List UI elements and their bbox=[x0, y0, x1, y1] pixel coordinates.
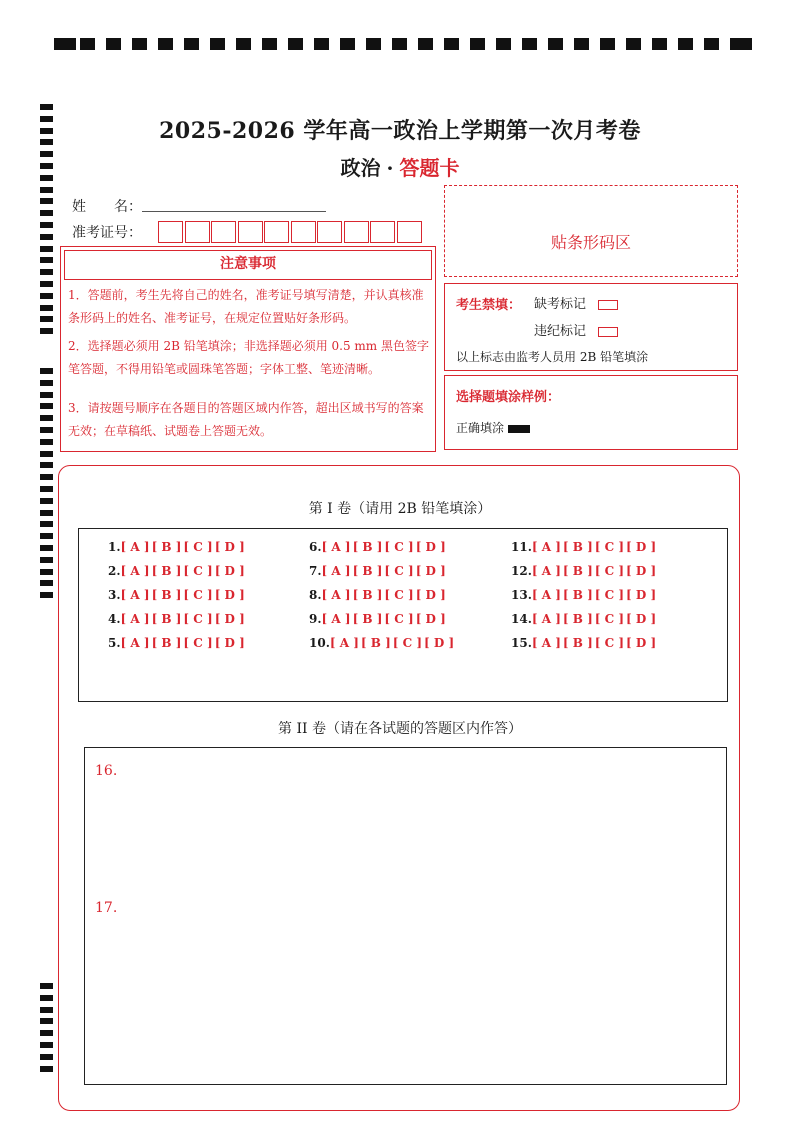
question-number: 14. bbox=[511, 612, 532, 626]
side-timing-mark bbox=[40, 451, 53, 457]
id-label: 准考证号： bbox=[72, 225, 142, 241]
question-number: 9. bbox=[309, 612, 322, 626]
answer-option-bubble[interactable]: [ A ] bbox=[531, 636, 561, 650]
answer-option-bubble[interactable]: [ B ] bbox=[352, 588, 383, 602]
question-number: 6. bbox=[309, 540, 322, 554]
violation-mark-box[interactable] bbox=[598, 327, 618, 337]
side-timing-mark bbox=[40, 995, 53, 1001]
id-digit-box[interactable] bbox=[370, 221, 395, 243]
side-timing-mark bbox=[40, 533, 53, 539]
answer-option-bubble[interactable]: [ B ] bbox=[151, 588, 182, 602]
part1-title: 第 I 卷（请用 2B 铅笔填涂） bbox=[308, 501, 492, 517]
answer-option-bubble[interactable]: [ B ] bbox=[352, 612, 383, 626]
answer-option-bubble[interactable]: [ A ] bbox=[531, 612, 561, 626]
id-digit-box[interactable] bbox=[264, 221, 289, 243]
side-timing-mark bbox=[40, 569, 53, 575]
side-timing-mark bbox=[40, 439, 53, 445]
id-digit-box[interactable] bbox=[185, 221, 210, 243]
notice-item-3: 3．请按题号顺序在各题目的答题区域内作答，超出区域书写的答案无效；在草稿纸、试题卷上答题无效。 bbox=[68, 401, 424, 438]
answer-option-bubble[interactable]: [ C ] bbox=[183, 636, 213, 650]
side-timing-mark bbox=[40, 392, 53, 398]
side-timing-mark bbox=[40, 104, 53, 110]
choice-question-row bbox=[309, 588, 448, 602]
side-timing-mark bbox=[40, 521, 53, 527]
side-timing-mark bbox=[40, 380, 53, 386]
violation-mark-row bbox=[534, 320, 618, 339]
question-number: 8. bbox=[309, 588, 322, 602]
choice-question-row bbox=[511, 636, 658, 650]
name-input-line[interactable] bbox=[142, 211, 326, 212]
answer-option-bubble[interactable]: [ A ] bbox=[321, 612, 351, 626]
side-timing-mark bbox=[40, 187, 53, 193]
answer-option-bubble[interactable]: [ C ] bbox=[392, 636, 423, 650]
answer-option-bubble[interactable]: [ D ] bbox=[626, 636, 657, 650]
side-timing-mark bbox=[40, 198, 53, 204]
choice-question-row bbox=[309, 612, 448, 626]
timing-mark bbox=[314, 38, 329, 50]
answer-option-bubble[interactable]: [ B ] bbox=[352, 564, 383, 578]
answer-option-bubble[interactable]: [ C ] bbox=[594, 540, 625, 554]
answer-option-bubble[interactable]: [ B ] bbox=[360, 636, 391, 650]
answer-option-bubble[interactable]: [ A ] bbox=[321, 588, 351, 602]
choice-question-row bbox=[511, 612, 658, 626]
answer-option-bubble[interactable]: [ B ] bbox=[562, 564, 593, 578]
id-digit-box[interactable] bbox=[317, 221, 342, 243]
choice-question-row bbox=[108, 540, 247, 554]
answer-option-bubble[interactable]: [ C ] bbox=[183, 588, 213, 602]
timing-mark bbox=[678, 38, 693, 50]
side-timing-mark bbox=[40, 557, 53, 563]
forbidden-label: 考生禁填： bbox=[456, 298, 522, 313]
side-timing-mark bbox=[40, 1054, 53, 1060]
question-number: 5. bbox=[108, 636, 121, 650]
absent-mark-row bbox=[534, 293, 618, 312]
timing-mark bbox=[106, 38, 121, 50]
part2-title: 第 II 卷（请在各试题的答题区内作答） bbox=[278, 721, 522, 737]
timing-mark bbox=[522, 38, 537, 50]
question-number: 13. bbox=[511, 588, 532, 602]
answer-option-bubble[interactable]: [ B ] bbox=[352, 540, 383, 554]
answer-option-bubble[interactable]: [ D ] bbox=[214, 540, 245, 554]
answer-option-bubble[interactable]: [ A ] bbox=[120, 564, 150, 578]
side-timing-mark bbox=[40, 281, 53, 287]
timing-mark bbox=[288, 38, 303, 50]
choice-question-row bbox=[511, 564, 658, 578]
answer-option-bubble[interactable]: [ B ] bbox=[562, 588, 593, 602]
timing-mark bbox=[496, 38, 511, 50]
timing-mark bbox=[340, 38, 355, 50]
timing-mark bbox=[730, 38, 752, 50]
answer-option-bubble[interactable]: [ C ] bbox=[384, 588, 414, 602]
side-timing-mark bbox=[40, 1007, 53, 1013]
filled-sample-icon bbox=[508, 425, 530, 433]
barcode-label: 贴条形码区 bbox=[550, 233, 631, 252]
side-timing-mark bbox=[40, 403, 53, 409]
side-timing-mark bbox=[40, 427, 53, 433]
question-number: 3. bbox=[108, 588, 121, 602]
answer-option-bubble[interactable]: [ C ] bbox=[183, 540, 213, 554]
answer-option-bubble[interactable]: [ A ] bbox=[120, 588, 150, 602]
forbidden-note: 以上标志由监考人员用 2B 铅笔填涂 bbox=[456, 350, 649, 364]
side-timing-mark bbox=[40, 580, 53, 586]
side-timing-mark bbox=[40, 269, 53, 275]
answer-option-bubble[interactable]: [ B ] bbox=[562, 540, 593, 554]
choice-question-row bbox=[309, 564, 448, 578]
answer-option-bubble[interactable]: [ A ] bbox=[321, 564, 351, 578]
answer-option-bubble[interactable]: [ C ] bbox=[183, 612, 213, 626]
side-timing-mark bbox=[40, 246, 53, 252]
side-timing-mark bbox=[40, 486, 53, 492]
barcode-area bbox=[444, 185, 738, 277]
answer-option-bubble[interactable]: [ B ] bbox=[562, 636, 593, 650]
side-timing-mark bbox=[40, 462, 53, 468]
id-digit-box[interactable] bbox=[211, 221, 236, 243]
timing-mark bbox=[652, 38, 667, 50]
id-digit-box[interactable] bbox=[344, 221, 369, 243]
answer-option-bubble[interactable]: [ B ] bbox=[151, 564, 182, 578]
timing-mark bbox=[418, 38, 433, 50]
question-number: 1. bbox=[108, 540, 121, 554]
choice-question-row bbox=[309, 636, 456, 650]
answer-option-bubble[interactable]: [ C ] bbox=[183, 564, 213, 578]
side-timing-mark bbox=[40, 210, 53, 216]
id-digit-box[interactable] bbox=[291, 221, 316, 243]
timing-mark bbox=[158, 38, 173, 50]
timing-mark bbox=[704, 38, 719, 50]
violation-label: 违纪标记 bbox=[534, 324, 587, 339]
timing-mark bbox=[210, 38, 225, 50]
answer-option-bubble[interactable]: [ D ] bbox=[626, 564, 657, 578]
answer-option-bubble[interactable]: [ D ] bbox=[214, 588, 245, 602]
choice-question-row bbox=[108, 564, 247, 578]
exam-title: 2025-2026 学年高一政治上学期第一次月考卷 bbox=[159, 118, 641, 144]
question-number: 11. bbox=[511, 540, 532, 554]
sample-title: 选择题填涂样例： bbox=[456, 390, 561, 405]
absent-label: 缺考标记 bbox=[534, 297, 587, 312]
choice-question-row bbox=[511, 540, 658, 554]
answer-option-bubble[interactable]: [ D ] bbox=[626, 540, 657, 554]
choice-question-row bbox=[511, 588, 658, 602]
question-number: 15. bbox=[511, 636, 532, 650]
answer-option-bubble[interactable]: [ C ] bbox=[594, 588, 625, 602]
side-timing-mark bbox=[40, 545, 53, 551]
timing-mark bbox=[470, 38, 485, 50]
sample-correct-label: 正确填涂 bbox=[456, 421, 505, 435]
side-timing-mark bbox=[40, 1042, 53, 1048]
timing-mark bbox=[548, 38, 563, 50]
choice-question-row bbox=[309, 540, 448, 554]
question-number: 7. bbox=[309, 564, 322, 578]
timing-mark bbox=[444, 38, 459, 50]
choice-question-row bbox=[108, 636, 247, 650]
timing-mark bbox=[132, 38, 147, 50]
timing-mark bbox=[184, 38, 199, 50]
answer-option-bubble[interactable]: [ D ] bbox=[415, 588, 446, 602]
timing-mark bbox=[262, 38, 277, 50]
timing-mark bbox=[80, 38, 95, 50]
answer-option-bubble[interactable]: [ B ] bbox=[151, 540, 182, 554]
side-timing-mark bbox=[40, 415, 53, 421]
timing-mark bbox=[236, 38, 251, 50]
side-timing-mark bbox=[40, 1018, 53, 1024]
answer-option-bubble[interactable]: [ D ] bbox=[415, 612, 446, 626]
answer-option-bubble[interactable]: [ A ] bbox=[120, 636, 150, 650]
essay-answer-box[interactable] bbox=[84, 747, 727, 1085]
notice-item-2: 2．选择题必须用 2B 铅笔填涂；非选择题必须用 0.5 mm 黑色签字笔答题，不得用铅笔或圆珠笔答题；字体工整、笔迹清晰。 bbox=[68, 339, 430, 376]
timing-mark bbox=[54, 38, 76, 50]
answer-option-bubble[interactable]: [ B ] bbox=[562, 612, 593, 626]
answer-option-bubble[interactable]: [ B ] bbox=[151, 636, 182, 650]
sample-correct-row bbox=[456, 419, 530, 436]
answer-option-bubble[interactable]: [ D ] bbox=[415, 564, 446, 578]
answer-option-bubble[interactable]: [ D ] bbox=[214, 612, 245, 626]
answer-option-bubble[interactable]: [ C ] bbox=[594, 612, 625, 626]
answer-option-bubble[interactable]: [ A ] bbox=[120, 612, 150, 626]
question-17-label: 17. bbox=[95, 900, 118, 916]
answer-option-bubble[interactable]: [ C ] bbox=[384, 612, 414, 626]
id-digit-box[interactable] bbox=[158, 221, 183, 243]
answer-option-bubble[interactable]: [ D ] bbox=[415, 540, 446, 554]
side-timing-mark bbox=[40, 983, 53, 989]
timing-mark bbox=[574, 38, 589, 50]
side-timing-mark bbox=[40, 316, 53, 322]
top-timing-marks bbox=[54, 38, 754, 52]
answer-option-bubble[interactable]: [ C ] bbox=[594, 636, 625, 650]
question-number: 2. bbox=[108, 564, 121, 578]
answer-option-bubble[interactable]: [ D ] bbox=[214, 564, 245, 578]
answer-option-bubble[interactable]: [ D ] bbox=[626, 588, 657, 602]
choice-question-row bbox=[108, 588, 247, 602]
answer-option-bubble[interactable]: [ A ] bbox=[120, 540, 150, 554]
answer-option-bubble[interactable]: [ D ] bbox=[214, 636, 245, 650]
notice-heading: 注意事项 bbox=[64, 250, 432, 280]
side-timing-mark bbox=[40, 1030, 53, 1036]
timing-mark bbox=[392, 38, 407, 50]
name-label: 姓 名： bbox=[72, 199, 142, 215]
id-digit-box[interactable] bbox=[238, 221, 263, 243]
answer-option-bubble[interactable]: [ A ] bbox=[531, 588, 561, 602]
id-digit-box[interactable] bbox=[397, 221, 422, 243]
forbidden-box bbox=[444, 283, 738, 371]
side-timing-mark bbox=[40, 328, 53, 334]
timing-mark bbox=[366, 38, 381, 50]
question-16-label: 16. bbox=[95, 763, 118, 779]
side-timing-mark bbox=[40, 222, 53, 228]
side-timing-mark bbox=[40, 368, 53, 374]
answer-option-bubble[interactable]: [ A ] bbox=[321, 540, 351, 554]
side-timing-mark bbox=[40, 257, 53, 263]
answer-option-bubble[interactable]: [ A ] bbox=[329, 636, 359, 650]
sample-box bbox=[444, 375, 738, 450]
card-label: 答题卡 bbox=[399, 156, 460, 180]
question-number: 4. bbox=[108, 612, 121, 626]
answer-option-bubble[interactable]: [ C ] bbox=[384, 540, 414, 554]
subject-label: 政治 bbox=[340, 156, 381, 180]
side-timing-mark bbox=[40, 592, 53, 598]
notice-item-1: 1．答题前，考生先将自己的姓名，准考证号填写清楚，并认真核准条形码上的姓名、准考证号，在规定位置贴好条形码。 bbox=[68, 288, 424, 325]
answer-option-bubble[interactable]: [ B ] bbox=[151, 612, 182, 626]
answer-option-bubble[interactable]: [ D ] bbox=[626, 612, 657, 626]
side-timing-mark bbox=[40, 1066, 53, 1072]
exam-subtitle bbox=[0, 152, 800, 181]
answer-option-bubble[interactable]: [ A ] bbox=[531, 540, 561, 554]
side-timing-mark bbox=[40, 474, 53, 480]
timing-mark bbox=[626, 38, 641, 50]
side-timing-mark bbox=[40, 305, 53, 311]
answer-option-bubble[interactable]: [ A ] bbox=[531, 564, 561, 578]
separator-dot: · bbox=[386, 156, 394, 180]
side-timing-mark bbox=[40, 293, 53, 299]
answer-option-bubble[interactable]: [ C ] bbox=[594, 564, 625, 578]
choice-question-row bbox=[108, 612, 247, 626]
answer-option-bubble[interactable]: [ D ] bbox=[424, 636, 455, 650]
question-number: 12. bbox=[511, 564, 532, 578]
answer-option-bubble[interactable]: [ C ] bbox=[384, 564, 414, 578]
side-timing-mark bbox=[40, 234, 53, 240]
timing-mark bbox=[600, 38, 615, 50]
absent-mark-box[interactable] bbox=[598, 300, 618, 310]
question-number: 10. bbox=[309, 636, 330, 650]
